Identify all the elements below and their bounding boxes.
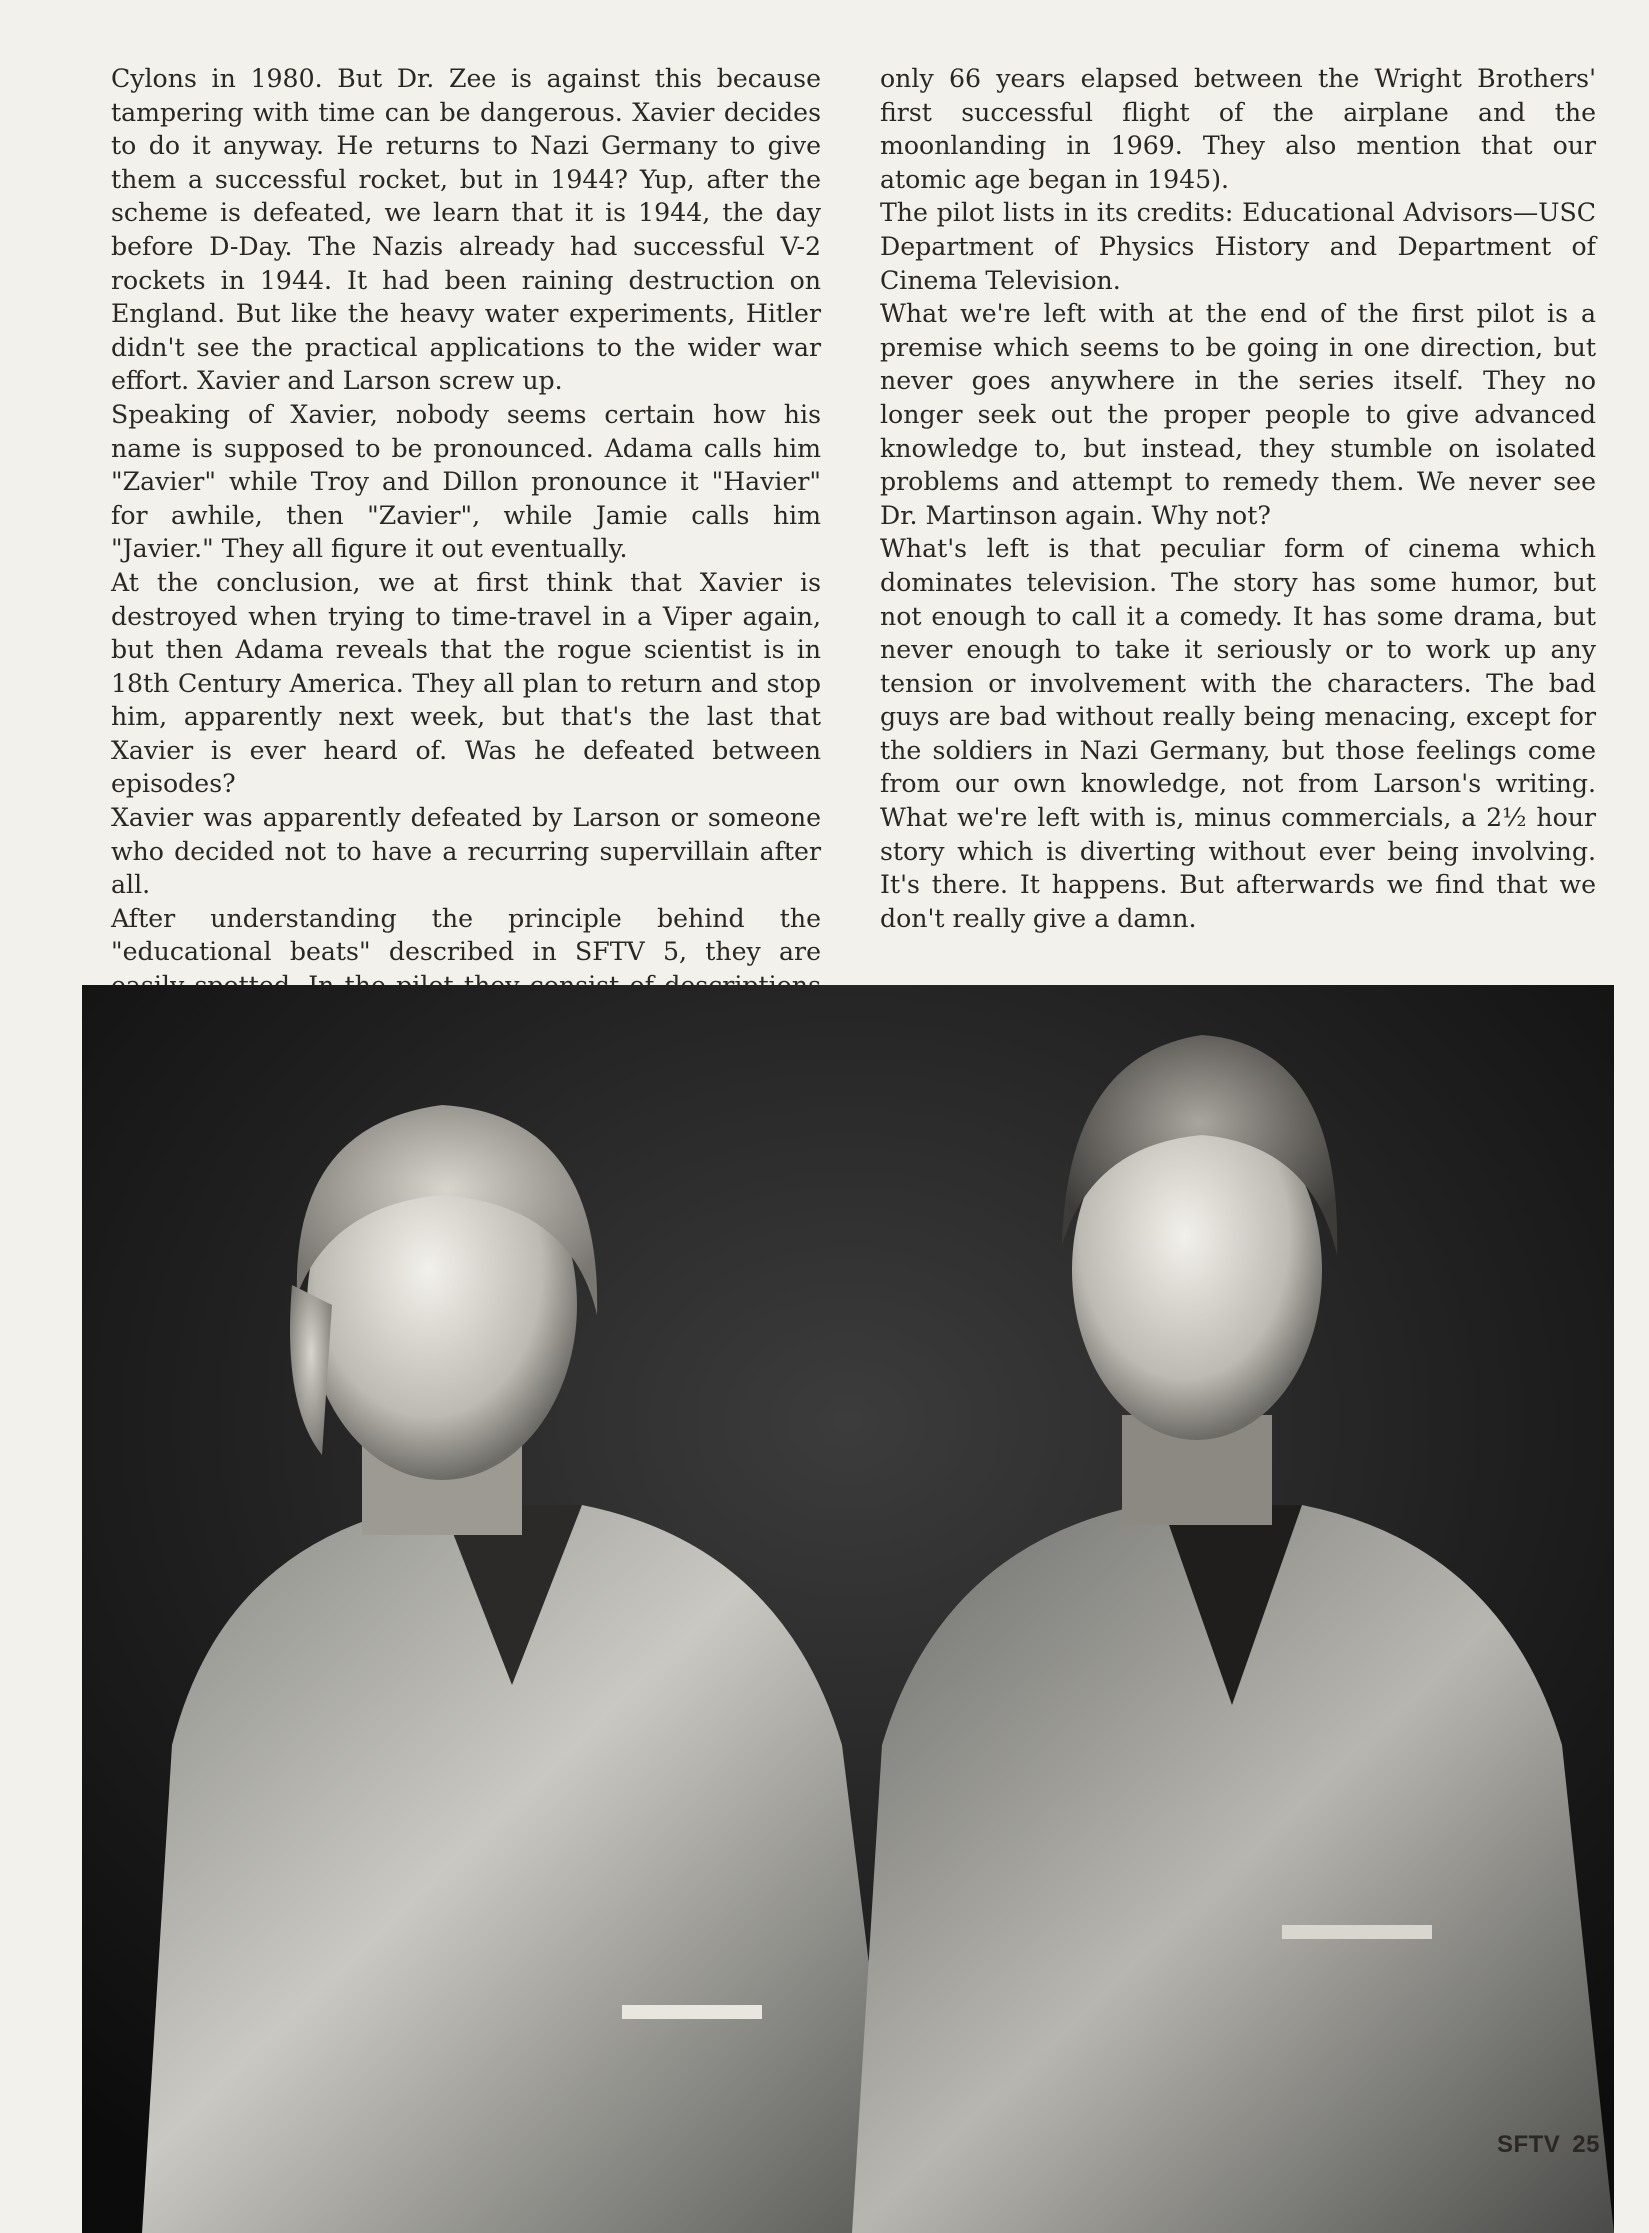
left-paragraph-2: Speaking of Xavier, nobody seems certain how his name is supposed to be pronounced. Adama calls him "Zavier" while Troy and Dillon pronounce it "Havier" for awhile, then "Zavier", while Jamie calls him "Javier." They all figure it out eventually.: [111, 399, 821, 564]
left-paragraph-5: After understanding the principle behind the "educational beats" described in SFTV 5, they are: [111, 903, 821, 967]
photo-two-men-looking-up: [82, 985, 1614, 2233]
left-text-column: [111, 62, 821, 1070]
photo-illustration: [82, 985, 1614, 2233]
right-paragraph-4: What's left is that peculiar form of cinema which dominates television. The story has some humor, but not enough to call it a comedy. It has some drama, but never enough to take it seriously or to work up any tension or involvement with the characters. The bad guys are bad without really being menacing, except for the soldiers in Nazi Germany, but those feelings come from our own knowledge, not from Larson's writing. What we're left with is, minus commercials, a 2½ hour story which is diverting without ever being involving. It's there. It happens. But afterwards we find that we don't really give a damn.: [880, 534, 1596, 933]
right-paragraph-2: The pilot lists in its credits: Educational Advisors—USC Department of Physics History and Department of Cinema Television.: [880, 198, 1596, 295]
page-footer: [1440, 2131, 1600, 2159]
page-number: 25: [1572, 2131, 1600, 2158]
magazine-name: SFTV: [1496, 2131, 1561, 2158]
right-paragraph-1: only 66 years elapsed between the Wright Brothers' first successful flight of the airplane and the moonlanding in 1969. They also mention that our atomic age began in 1945).: [880, 64, 1596, 194]
right-paragraph-3: What we're left with at the end of the first pilot is a premise which seems to be going in one direction, but never goes anywhere in the series itself. They no longer seek out the proper people to give advanced knowledge to, but instead, they stumble on isolated problems and attempt to remedy them. We never see Dr. Martinson again. Why not?: [880, 299, 1596, 530]
left-paragraph-1: Cylons in 1980. But Dr. Zee is against this because tampering with time can be dangerous. Xavier decides to do it anyway. He returns to Nazi Germany to give them a successful rocket, but in 1944? Yup, after the scheme is defeated, we learn that it is 1944, the day before D-Day. The Nazis already had successful V-2 rockets in 1944. It had been raining destruction on England. But like the heavy water experiments, Hitler didn't see the practical applications to the wider war effort. Xavier and Larson screw up.: [111, 64, 821, 396]
left-paragraph-3: At the conclusion, we at first think that Xavier is destroyed when trying to time-travel in a Viper again, but then Adama reveals that the rogue scientist is in 18th Century America. They all plan to return and stop him, apparently next week, but that's the last that Xavier is ever heard of. Was he defeated between episodes?: [111, 567, 821, 799]
right-text-column: [880, 62, 1596, 935]
left-paragraph-4: Xavier was apparently defeated by Larson or someone who decided not to have a recurring supervillain after all.: [111, 803, 821, 900]
